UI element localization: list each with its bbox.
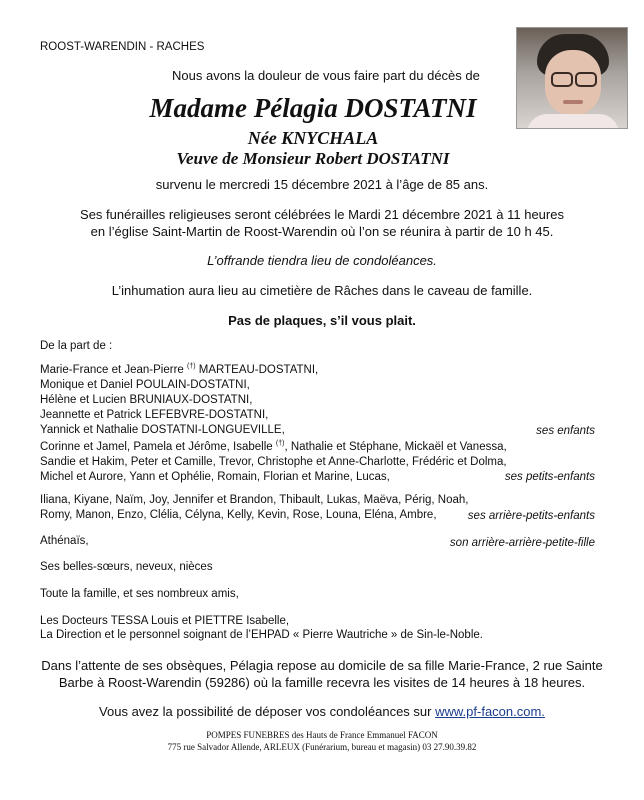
enfant-line-1: Marie-France et Jean-Pierre (†) MARTEAU-DOSTATNI, xyxy=(40,363,319,376)
funerailles-line-1: Ses funérailles religieuses seront célébrées le Mardi 21 décembre 2021 à 11 heures xyxy=(80,207,564,222)
arriere-petits-enfants-line-1: Iliana, Kiyane, Naïm, Joy, Jennifer et Brandon, Thibault, Lukas, Maëva, Périg, Noah, xyxy=(40,494,469,506)
petits-enfants-line-3: Michel et Aurore, Yann et Ophélie, Romain, Florian et Marine, Lucas, xyxy=(40,471,390,483)
repose-line-1: Dans l’attente de ses obsèques, Pélagia repose au domicile de sa fille Marie-France, 2 rue Sainte xyxy=(41,658,603,673)
funerailles-line-2: en l’église Saint-Martin de Roost-Warendin où l’on se réunira à partir de 10 h 45. xyxy=(90,224,554,239)
footer-line-2: 775 rue Salvador Allende, ARLEUX (Funérarium, bureau et magasin) 03 27.90.39.82 xyxy=(167,742,477,752)
enfant-line-3: Hélène et Lucien BRUNIAUX-DOSTATNI, xyxy=(40,394,253,406)
docteurs-line-2: La Direction et le personnel soignant de l’EHPAD « Pierre Wautriche » de Sin-le-Noble. xyxy=(40,629,483,641)
dagger-mark: (†) xyxy=(187,363,196,371)
footer-line-1: POMPES FUNEBRES des Hauts de France Emmanuel FACON xyxy=(206,730,438,740)
enfant-line-5: Yannick et Nathalie DOSTATNI-LONGUEVILLE, xyxy=(40,424,285,436)
inhumation-line: L’inhumation aura lieu au cimetière de Râches dans le caveau de famille. xyxy=(111,283,533,298)
veuve-line: Veuve de Monsieur Robert DOSTATNI xyxy=(176,149,450,168)
petits-enfants-line-1: Corinne et Jamel, Pamela et Jérôme, Isabelle (†), Nathalie et Stéphane, Mickaël et Vanessa, xyxy=(40,440,507,453)
de-la-part-label: De la part de : xyxy=(40,340,113,352)
arriere-petits-enfants-line-2: Romy, Manon, Enzo, Clélia, Célyna, Kelly, Kevin, Rose, Louna, Eléna, Ambre, xyxy=(40,509,437,521)
famille-line: Toute la famille, et ses nombreux amis, xyxy=(40,588,239,600)
deceased-name: Madame Pélagia DOSTATNI xyxy=(149,93,477,123)
dagger-mark: (†) xyxy=(275,440,285,448)
nee-name: Née KNYCHALA xyxy=(247,128,379,148)
enfant-line-4: Jeannette et Patrick LEFEBVRE-DOSTATNI, xyxy=(40,409,269,421)
enfant-line-2: Monique et Daniel POULAIN-DOSTATNI, xyxy=(40,379,250,391)
intro-text: Nous avons la douleur de vous faire part du décès de xyxy=(172,68,480,83)
offrande-line: L’offrande tiendra lieu de condoléances. xyxy=(207,253,437,268)
petits-enfants-line-2: Sandie et Hakim, Peter et Camille, Trevor, Christophe et Anne-Charlotte, Frédéric et Dolma, xyxy=(40,456,507,468)
location-header: ROOST-WARENDIN - RACHES xyxy=(40,41,205,53)
arriere-arriere-label: son arrière-arrière-petite-fille xyxy=(449,537,595,549)
condoleances-line: Vous avez la possibilité de déposer vos condoléances sur www.pf-facon.com. xyxy=(99,704,545,719)
belles-soeurs-line: Ses belles-sœurs, neveux, nièces xyxy=(40,561,213,573)
pas-de-plaques: Pas de plaques, s’il vous plait. xyxy=(228,313,416,328)
enfants-label: ses enfants xyxy=(536,425,595,437)
arriere-arriere-name: Athénaïs, xyxy=(40,535,89,547)
petits-enfants-label: ses petits-enfants xyxy=(504,471,595,483)
website-link[interactable]: www.pf-facon.com. xyxy=(435,704,545,719)
docteurs-line-1: Les Docteurs TESSA Louis et PIETTRE Isabelle, xyxy=(40,615,290,627)
repose-line-2: Barbe à Roost-Warendin (59286) où la famille recevra les visites de 14 heures à 18 heures. xyxy=(58,675,586,690)
survenu-line: survenu le mercredi 15 décembre 2021 à l’âge de 85 ans. xyxy=(155,177,489,192)
arriere-petits-enfants-label: ses arrière-petits-enfants xyxy=(467,510,595,522)
